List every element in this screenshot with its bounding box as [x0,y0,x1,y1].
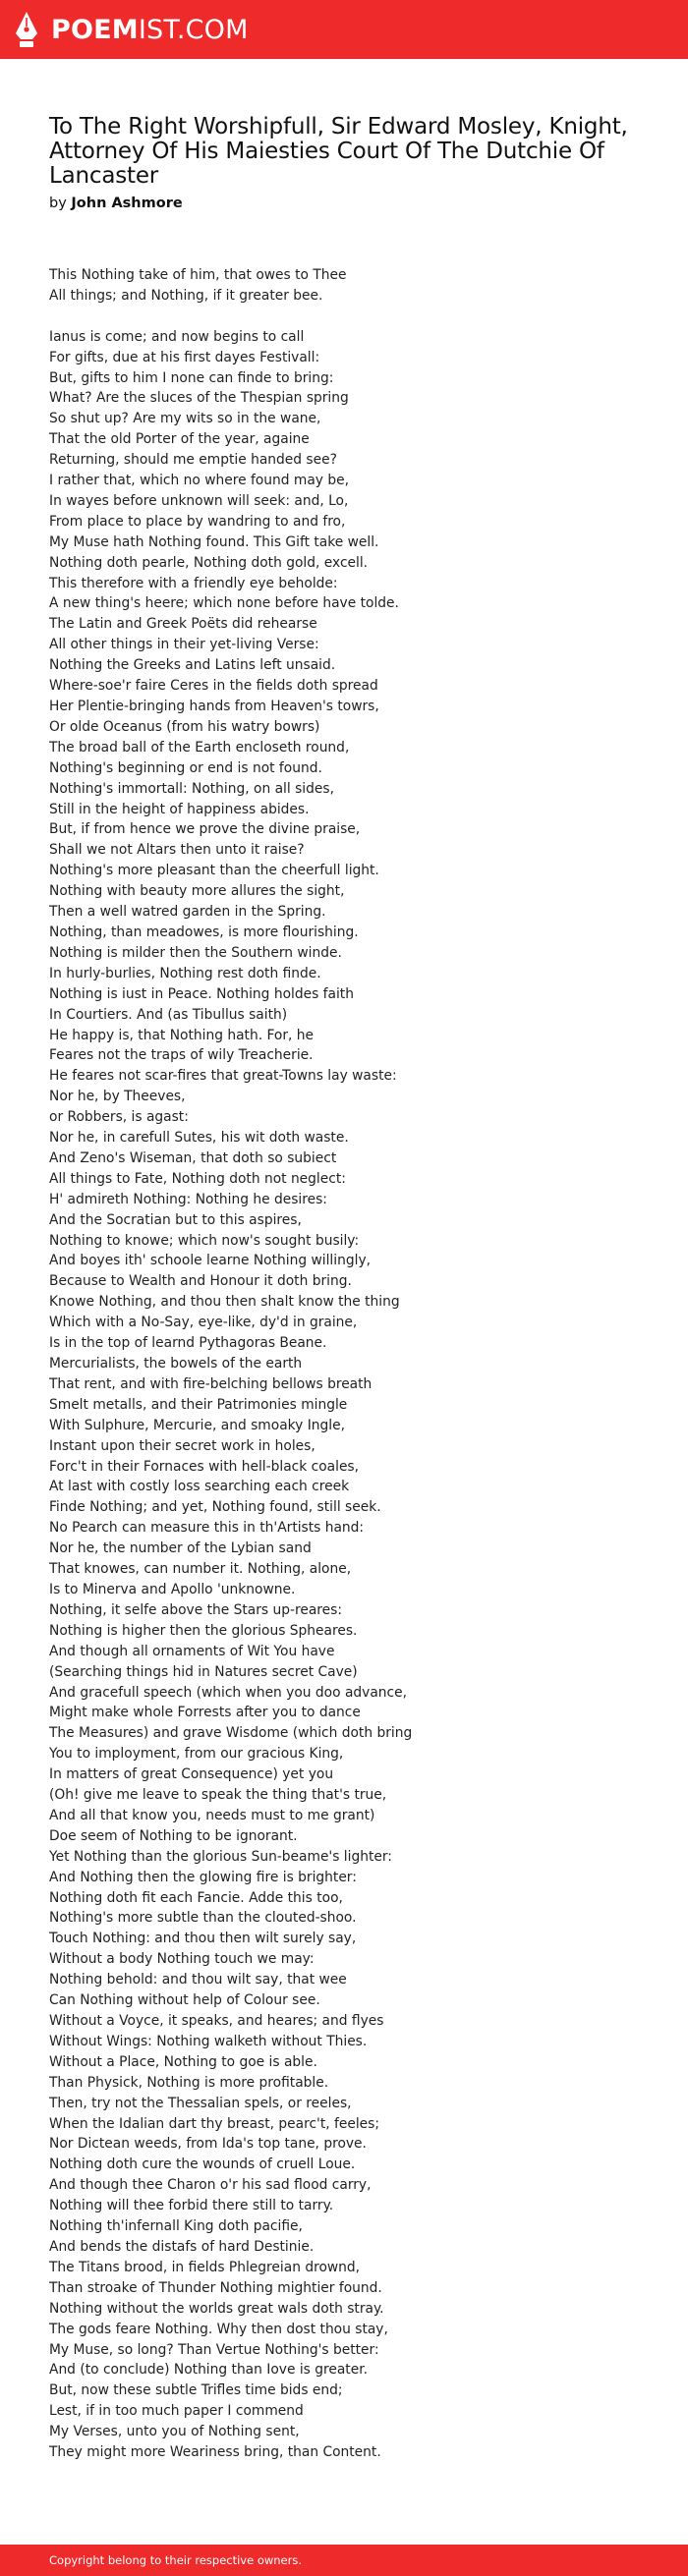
poem-stanza [49,327,639,2463]
author-name[interactable]: John Ashmore [71,196,183,211]
poem-line: And bends the distafs of hard Destinie. [49,2238,315,2255]
site-header [0,0,688,59]
poem-line: Nothing is higher then the glorious Spheares. [49,1622,358,1639]
poem-line: Then a well watred garden in the Spring. [49,904,326,921]
poem-line: That knowes, can number it. Nothing, alone, [49,1561,352,1578]
logo-bold-text: POEM [51,14,139,45]
poem-line: Might make whole Forrests after you to dance [49,1705,361,1721]
poem-line: Is to Minerva and Apollo 'unknowne. [49,1581,296,1597]
poem-line: With Sulphure, Mercurie, and smoaky Ingle, [49,1417,345,1433]
poem-line: Than stroake of Thunder Nothing mightier found. [49,2279,382,2296]
poem-line: In matters of great Consequence) yet you [49,1766,334,1783]
poem-line: Without Wings: Nothing walketh without Thies. [49,2033,368,2049]
poem-title: To The Right Worshipfull, Sir Edward Mosley, Knight, Attorney Of His Maiesties Court Of The Dutchie Of Lancaster [49,114,628,189]
poem-line: Can Nothing without help of Colour see. [49,1992,320,2009]
poem-line: Nothing will thee forbid there still to tarry. [49,2198,334,2214]
poem-line: Smelt metalls, and their Patrimonies mingle [49,1396,348,1413]
poem-line: My Verses, unto you of Nothing sent, [49,2424,300,2440]
poem-line: Forc't in their Fornaces with hell-black coales, [49,1458,360,1475]
poem-line: All things; and Nothing, if it greater bee. [49,287,323,304]
poem-line: My Muse, so long? Than Vertue Nothing's better: [49,2341,379,2358]
poem-line: Than Physick, Nothing is more profitable. [49,2074,329,2091]
byline [49,196,183,211]
poem-line: From place to place by wandring to and fro, [49,513,346,530]
poem-line: Because to Wealth and Honour it doth bring. [49,1273,352,1290]
poem-line: H' admireth Nothing: Nothing he desires: [49,1191,327,1207]
poem-line: And boyes ith' schoole learne Nothing willingly, [49,1253,371,1269]
site-logo[interactable] [14,10,249,49]
poem-line: And gracefull speech (which when you doo advance, [49,1684,407,1701]
poem-line: Nothing, than meadowes, is more flourishing. [49,924,359,940]
poem-line: Knowe Nothing, and thou then shalt know the thing [49,1294,400,1311]
poem-line: Without a body Nothing touch we may: [49,1951,315,1968]
poem-line: And though thee Charon o'r his sad flood carry, [49,2177,372,2194]
poem-line: Nothing the Greeks and Latins left unsaid. [49,657,336,674]
poem-line: Touch Nothing: and thou then wilt surely say, [49,1931,357,1947]
poem-line: Nothing doth pearle, Nothing doth gold, excell. [49,554,369,571]
poem-line: Nothing is iust in Peace. Nothing holdes faith [49,985,354,1002]
poem-line: Nothing, it selfe above the Stars up-reares: [49,1601,342,1618]
poem-line: (Oh! give me leave to speak the thing that's true, [49,1787,387,1804]
site-footer [0,2545,688,2576]
poem-line: And all that know you, needs must to me grant) [49,1807,375,1823]
poem-line: But, gifts to him I none can finde to bring: [49,369,334,386]
poem-line: And the Socratian but to this aspires, [49,1211,302,1228]
poem-body [49,265,639,2463]
poem-line: The Latin and Greek Poëts did rehearse [49,616,317,633]
poem-line: In Courtiers. And (as Tibullus saith) [49,1006,288,1023]
poem-line: What? Are the sluces of the Thespian spring [49,390,349,407]
poem-line: Nor Dictean weeds, from Ida's top tane, prove. [49,2136,367,2153]
poem-line: Her Plentie-bringing hands from Heaven's towrs, [49,699,379,715]
poem-line: Which with a No-Say, eye-like, dy'd in graine, [49,1315,358,1331]
poem-line: And (to conclude) Nothing than Iove is greater. [49,2362,368,2379]
poem-line: Then, try not the Thessalian spels, or reeles, [49,2095,352,2111]
poem-line: Or olde Oceanus (from his watry bowrs) [49,718,320,735]
poem-line: Without a Place, Nothing to goe is able. [49,2053,317,2070]
poem-line: Returning, should me emptie handed see? [49,452,337,469]
site-logo-text [51,15,249,45]
poem-line: They might more Weariness bring, than Content. [49,2444,381,2461]
poem-line: In wayes before unknown will seek: and, Lo, [49,492,349,509]
poem-line: Nothing behold: and thou wilt say, that wee [49,1972,347,1988]
poem-line: No Pearch can measure this in th'Artists hand: [49,1520,365,1537]
poem-line: He feares not scar-fires that great-Towns lay waste: [49,1068,397,1085]
poem-line: Nor he, in carefull Sutes, his wit doth waste. [49,1130,349,1147]
byline-prefix: by [49,196,67,211]
poem-line: or Robbers, is agast: [49,1109,189,1126]
poem-line: Nothing doth fit each Fancie. Adde this too, [49,1889,343,1906]
poem-line: The broad ball of the Earth encloseth round, [49,739,350,756]
poem-line: Nothing's beginning or end is not found. [49,759,322,776]
poem-line: That rent, and with fire-belching bellows breath [49,1375,373,1392]
poem-line: This Nothing take of him, that owes to Thee [49,267,347,283]
poem-line: Still in the height of happiness abides. [49,801,310,817]
logo-light-text: IST.COM [138,14,249,45]
poem-line: Mercurialists, the bowels of the earth [49,1356,303,1372]
poem-line: Nothing th'infernall King doth pacifie, [49,2218,303,2235]
poem-line: I rather that, which no where found may be, [49,473,349,489]
poem-line: Nothing doth cure the wounds of cruell Loue. [49,2156,356,2173]
poem-line: Is in the top of learnd Pythagoras Beane. [49,1335,327,1352]
poem-line: The Measures) and grave Wisdome (which doth bring [49,1725,413,1742]
poem-line: When the Idalian dart thy breast, pearc't, feeles; [49,2115,380,2132]
poem-line: So shut up? Are my wits so in the wane, [49,411,321,427]
poem-line: And though all ornaments of Wit You have [49,1643,335,1659]
poem-line: The gods feare Nothing. Why then dost thou stay, [49,2321,388,2337]
poem-line: Nothing's immortall: Nothing, on all sides, [49,780,334,797]
poem-line: Nothing without the worlds great wals doth stray. [49,2300,384,2317]
poem-line: Ianus is come; and now begins to call [49,328,305,345]
poem-line: My Muse hath Nothing found. This Gift take well. [49,533,379,550]
poem-line: And Nothing then the glowing fire is brighter: [49,1869,357,1885]
poem-line: Shall we not Altars then unto it raise? [49,842,305,859]
poem-line: Nothing's more subtle than the clouted-shoo. [49,1910,357,1927]
poem-line: A new thing's heere; which none before have tolde. [49,595,399,612]
poem-line: All things to Fate, Nothing doth not neglect: [49,1170,346,1187]
poem-line: Yet Nothing than the glorious Sun-beame's lighter: [49,1848,392,1865]
poem-line: Nothing with beauty more allures the sight, [49,883,345,900]
poem-line: Instant upon their secret work in holes, [49,1437,315,1454]
poem-line: This therefore with a friendly eye beholde: [49,575,338,591]
poem-line: For gifts, due at his first dayes Festivall: [49,349,320,365]
poem-line: Without a Voyce, it speaks, and heares; and flyes [49,2013,384,2030]
poem-line: Where-soe'r faire Ceres in the fields doth spread [49,678,378,695]
poem-line: Nothing is milder then the Southern winde. [49,944,342,961]
copyright-notice: Copyright belong to their respective owners. [49,2553,303,2567]
poem-line: You to imployment, from our gracious King, [49,1746,344,1763]
poem-line: Lest, if in too much paper I commend [49,2403,304,2420]
poem-line: Feares not the traps of wily Treacherie. [49,1047,314,1064]
poem-line: All other things in their yet-living Verse: [49,637,319,653]
poem-stanza [49,265,639,307]
poem-line: And Zeno's Wiseman, that doth so subiect [49,1149,337,1166]
poem-line: But, if from hence we prove the divine praise, [49,821,361,838]
pen-nib-icon [14,10,39,49]
poem-line: But, now these subtle Trifles time bids end; [49,2382,343,2399]
poem-line: That the old Porter of the year, againe [49,431,310,448]
poem-line: In hurly-burlies, Nothing rest doth finde. [49,965,321,981]
poem-line: (Searching things hid in Natures secret Cave) [49,1663,358,1680]
poem-line: Finde Nothing; and yet, Nothing found, still seek. [49,1499,381,1516]
poem-line: Nor he, the number of the Lybian sand [49,1540,312,1557]
poem-line: He happy is, that Nothing hath. For, he [49,1027,315,1043]
poem-line: Nothing to knowe; which now's sought busily: [49,1232,360,1249]
poem-line: Doe seem of Nothing to be ignorant. [49,1827,298,1844]
poem-line: Nothing's more pleasant than the cheerfull light. [49,863,379,879]
poem-line: The Titans brood, in fields Phlegreian drownd, [49,2259,361,2275]
poem-line: At last with costly loss searching each creek [49,1479,350,1495]
poem-line: Nor he, by Theeves, [49,1089,186,1105]
